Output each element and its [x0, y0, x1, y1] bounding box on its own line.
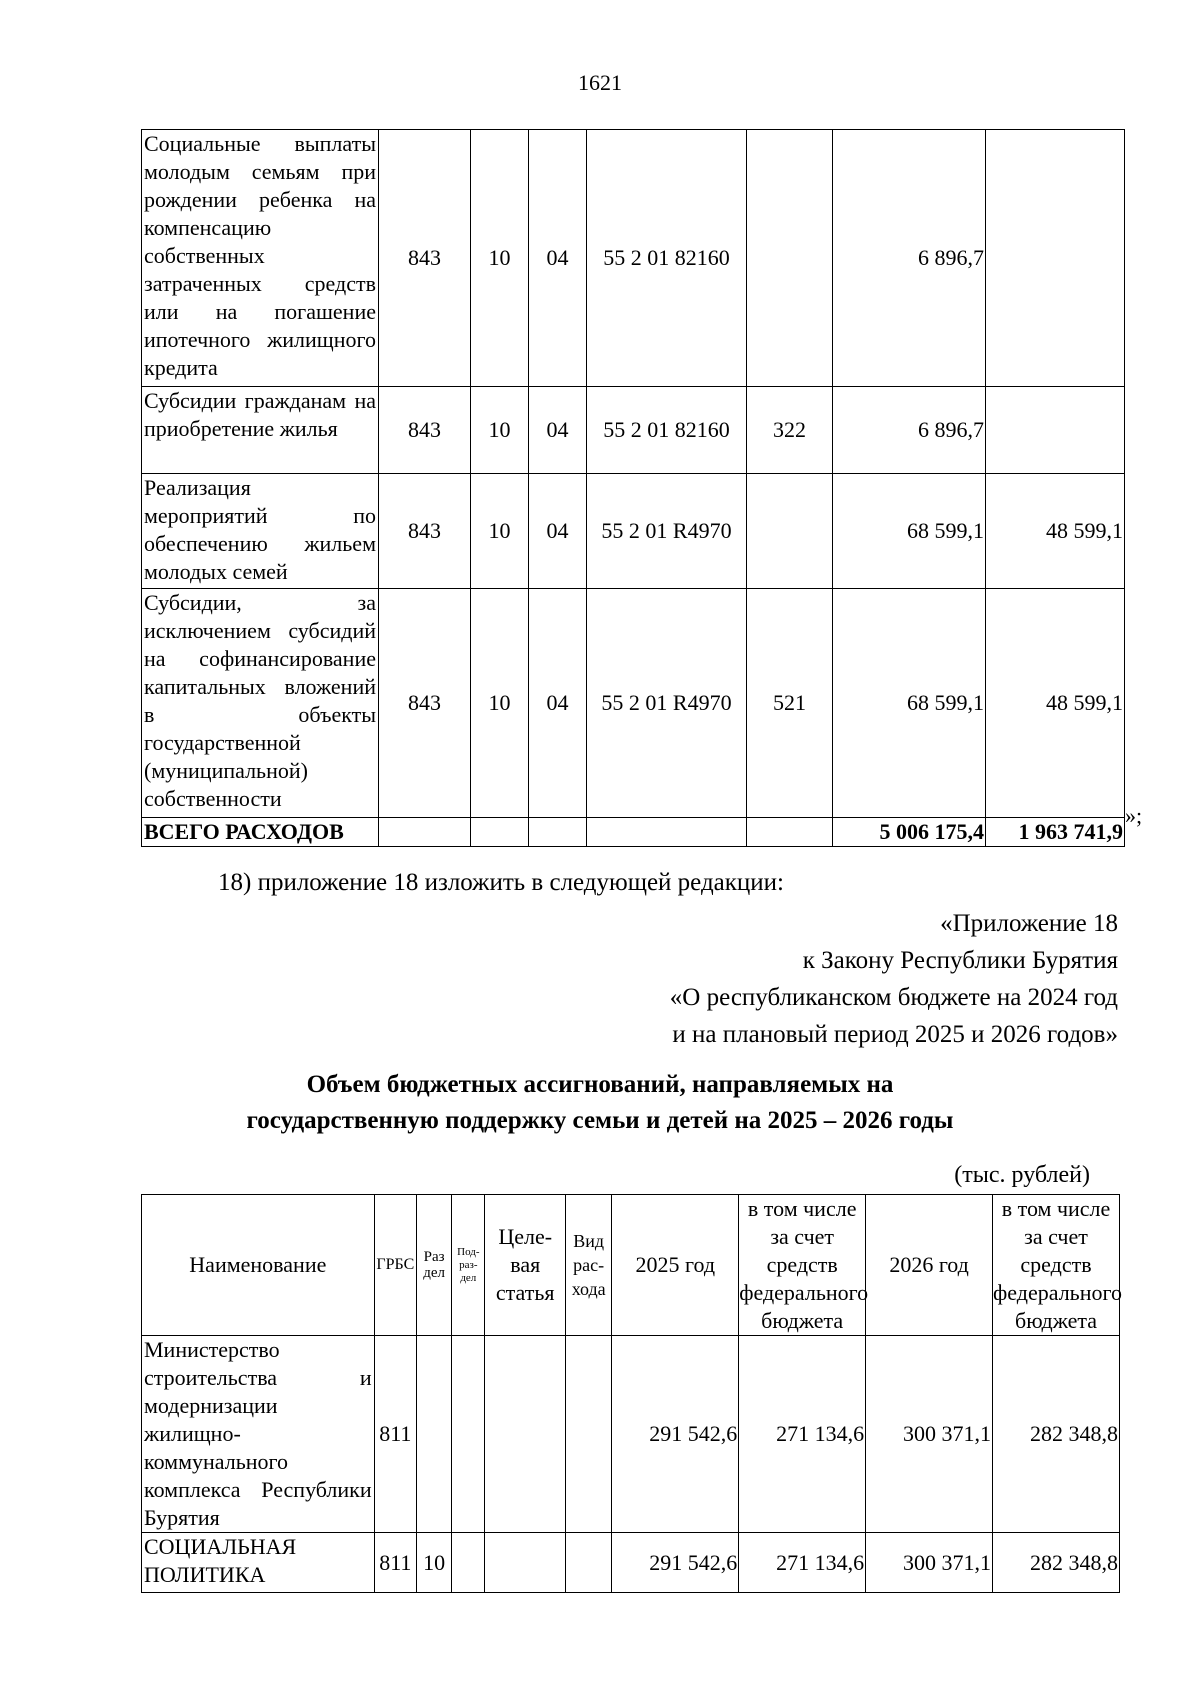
amount-2025-cell: 68 599,1: [833, 474, 986, 589]
table-row: [142, 1533, 1120, 1593]
row-name: Субсидии, за исключением субсидий на софинансирование капитальных вложений в объекты государственной (муниципальной) собственности: [142, 589, 379, 818]
federal-2026-cell: 282 348,8: [993, 1336, 1120, 1533]
title-line: Объем бюджетных ассигнований, направляемых на: [306, 1071, 894, 1098]
podrazdel-cell: 04: [529, 130, 587, 387]
table-header-row: [142, 1195, 1120, 1336]
razdel-cell: 10: [416, 1533, 451, 1593]
table-row: [142, 1336, 1120, 1533]
podrazdel-cell: 04: [529, 474, 587, 589]
row-name: Реализация мероприятий по обеспечению жильем молодых семей: [142, 474, 379, 589]
amount-2025-cell: 6 896,7: [833, 387, 986, 474]
amount-2026-cell: 300 371,1: [866, 1533, 993, 1593]
amount-2025-cell: 291 542,6: [612, 1533, 739, 1593]
razdel-cell: [416, 1336, 451, 1533]
appendix-header: [670, 905, 1118, 1053]
amount-2025-cell: 291 542,6: [612, 1336, 739, 1533]
total-2025: 5 006 175,4: [833, 818, 986, 847]
header-2025: 2025 год: [612, 1195, 739, 1336]
header-podrazdel: Под- раз- дел: [452, 1195, 485, 1336]
razdel-cell: 10: [471, 130, 529, 387]
celevaya-cell: 55 2 01 82160: [587, 130, 747, 387]
vid-cell: [566, 1336, 612, 1533]
razdel-cell: 10: [471, 474, 529, 589]
table-row: [142, 589, 1125, 818]
federal-2025-cell: [986, 387, 1125, 474]
razdel-cell: 10: [471, 387, 529, 474]
total-row: [142, 818, 1125, 847]
appendix-line: «О республиканском бюджете на 2024 год: [669, 984, 1118, 1011]
podrazdel-cell: [452, 1336, 485, 1533]
header-2026: 2026 год: [866, 1195, 993, 1336]
row-name: СОЦИАЛЬНАЯ ПОЛИТИКА: [142, 1533, 375, 1593]
unit-label: (тыс. рублей): [954, 1162, 1090, 1188]
expenses-table: [141, 129, 1125, 847]
closing-quote: »;: [1125, 803, 1143, 828]
federal-2026-cell: 282 348,8: [993, 1533, 1120, 1593]
row-name: Социальные выплаты молодым семьям при рождении ребенка на компенсацию собственных затраченных средств или на погашение ипотечного жилищного кредита: [142, 130, 379, 387]
total-label: ВСЕГО РАСХОДОВ: [142, 818, 379, 847]
table-row: [142, 474, 1125, 589]
table-row: [142, 130, 1125, 387]
row-name: Министерство строительства и модернизации жилищно-коммунального комплекса Республики Бурятия: [142, 1336, 375, 1533]
celevaya-cell: [485, 1336, 566, 1533]
appendix-line: и на плановый период 2025 и 2026 годов»: [672, 1021, 1118, 1048]
header-vid: Вид рас- хода: [566, 1195, 612, 1336]
podrazdel-cell: [452, 1533, 485, 1593]
amount-2025-cell: 68 599,1: [833, 589, 986, 818]
federal-2025-cell: 48 599,1: [986, 589, 1125, 818]
amendment-paragraph: 18) приложение 18 изложить в следующей редакции:: [218, 869, 784, 896]
grbs-cell: 811: [374, 1336, 416, 1533]
header-name: Наименование: [142, 1195, 375, 1336]
federal-2025-cell: 271 134,6: [739, 1533, 866, 1593]
razdel-cell: 10: [471, 589, 529, 818]
appendix-table: [141, 1194, 1120, 1593]
header-federal-2026: в том числе за счет средств федерального бюджета: [993, 1195, 1120, 1336]
grbs-cell: 843: [379, 474, 471, 589]
vid-cell: [747, 474, 833, 589]
podrazdel-cell: 04: [529, 589, 587, 818]
celevaya-cell: 55 2 01 R4970: [587, 474, 747, 589]
header-razdel: Раз дел: [416, 1195, 451, 1336]
celevaya-cell: 55 2 01 R4970: [587, 589, 747, 818]
vid-cell: [566, 1533, 612, 1593]
row-name: Субсидии гражданам на приобретение жилья: [142, 387, 379, 474]
vid-cell: 521: [747, 589, 833, 818]
page-number: 1621: [578, 70, 622, 95]
celevaya-cell: [485, 1533, 566, 1593]
federal-2025-cell: 48 599,1: [986, 474, 1125, 589]
federal-2025-cell: 271 134,6: [739, 1336, 866, 1533]
amount-2026-cell: 300 371,1: [866, 1336, 993, 1533]
total-federal-2025: 1 963 741,9: [986, 818, 1125, 847]
table-row: [142, 387, 1125, 474]
header-celevaya: Целе- вая статья: [485, 1195, 566, 1336]
federal-2025-cell: [986, 130, 1125, 387]
grbs-cell: 843: [379, 589, 471, 818]
podrazdel-cell: 04: [529, 387, 587, 474]
header-federal-2025: в том числе за счет средств федерального бюджета: [739, 1195, 866, 1336]
document-title: [0, 1067, 1200, 1139]
vid-cell: [747, 130, 833, 387]
celevaya-cell: 55 2 01 82160: [587, 387, 747, 474]
vid-cell: 322: [747, 387, 833, 474]
amount-2025-cell: 6 896,7: [833, 130, 986, 387]
grbs-cell: 843: [379, 130, 471, 387]
title-line: государственную поддержку семьи и детей на 2025 – 2026 годы: [246, 1107, 954, 1134]
appendix-line: к Закону Республики Бурятия: [802, 947, 1118, 974]
grbs-cell: 811: [374, 1533, 416, 1593]
header-grbs: ГРБС: [374, 1195, 416, 1336]
appendix-line: «Приложение 18: [940, 910, 1118, 937]
grbs-cell: 843: [379, 387, 471, 474]
